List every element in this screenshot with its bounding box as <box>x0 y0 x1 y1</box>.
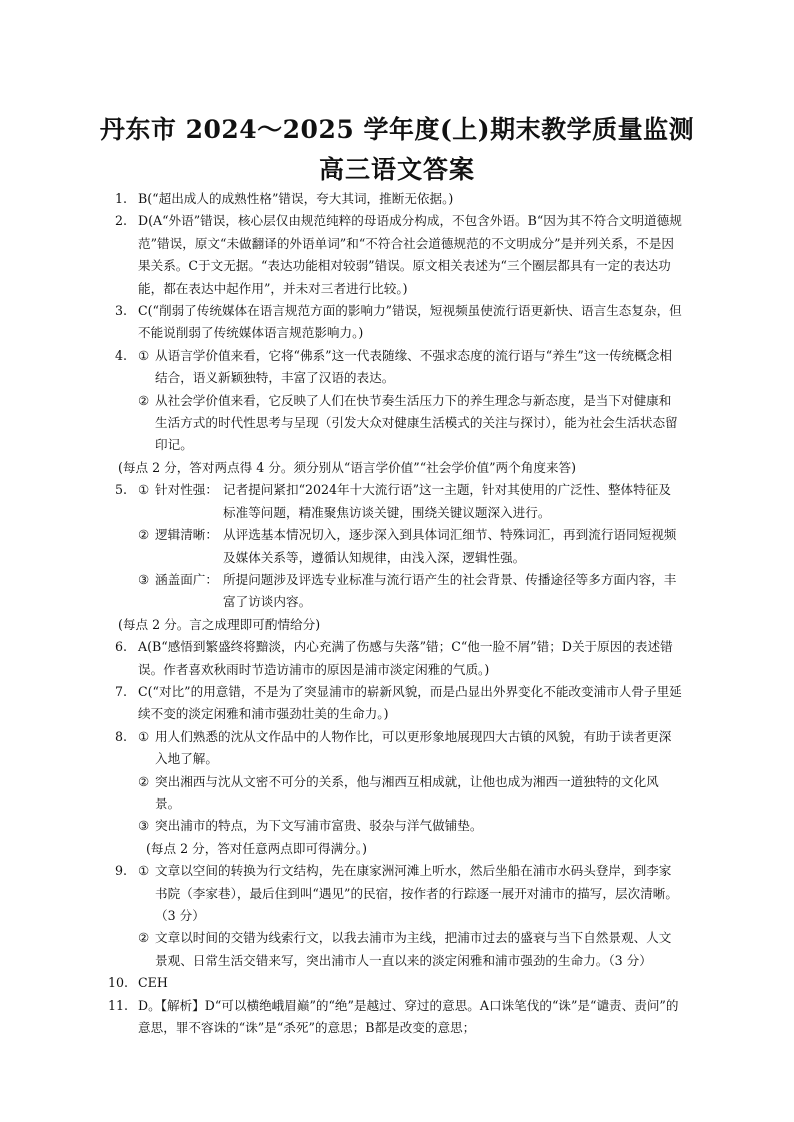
item-number: 8. <box>115 728 128 744</box>
sub-point-text: 从评选基本情况切入，逐步深入到具体词汇细节、特殊词汇，再到流行语同短视频及媒体关系等，遵循认知规律，由浅入深，逻辑性强。 <box>223 527 677 565</box>
item-text: A(B“感悟到繁盛终将黯淡，内心充满了伤感与失落”错；C“他一脸不屑”错；D关于原因的表述错误。作者喜欢秋雨时节造访浦市的原因是浦市淡定闲雅的气质。) <box>138 639 673 677</box>
sub-point-number: ① <box>138 347 150 363</box>
sub-point-text: 文章以时间的交错为线索行文，以我去浦市为主线，把浦市过去的盛衰与当下自然景观、人文景观、日常生活交错来写，突出浦市人一直以来的淡定闲雅和浦市强劲的生命力。（3 分） <box>155 930 672 968</box>
sub-point-number: ① <box>138 482 150 498</box>
item-text: D(A“外语”错误，核心层仅由规范纯粹的母语成分构成，不包含外语。B“因为其不符合文明道德规范”错误，原文“未做翻译的外语单词”和“不符合社会道德规范的不文明成分”是并列关系，不是因果关系。C于文无据。“表达功能相对较弱”错误。原文相关表述为“三个圈层都具有一定的表达功能，都在表达中起作用”，并未对三者进行比较。) <box>138 213 682 296</box>
item-text: D。【解析】D“可以横绝峨眉巅”的“绝”是越过、穿过的意思。A口诛笔伐的“诛”是“谴责、责问”的意思，罪不容诛的“诛”是“杀死”的意思；B都是改变的意思； <box>138 997 679 1036</box>
answer-item-5 <box>115 479 682 636</box>
item-text: B(“超出成人的成熟性格”错误，夸大其词，推断无依据。) <box>138 191 454 206</box>
sub-point <box>138 479 682 524</box>
sub-point-text: 从语言学价值来看，它将“佛系”这一代表随缘、不强求态度的流行语与“养生”这一传统概念相结合，语义新颖独特，丰富了汉语的表达。 <box>155 347 672 386</box>
answer-item-4 <box>115 345 682 479</box>
document-subtitle: 高三语文答案 <box>318 155 475 184</box>
sub-point-number: ① <box>138 863 150 879</box>
sub-point-text: 文章以空间的转换为行文结构，先在康家洲河滩上听水，然后坐船在浦市水码头登岸，到李家书院（李家巷），最后住到叫“遇见”的民宿，按作者的行踪逐一展开对浦市的描写，层次清晰。（3 分） <box>155 863 678 923</box>
sub-point-text: 记者提问紧扣“2024年十大流行语”这一主题，针对其使用的广泛性、整体特征及标准等问题，精准聚焦访谈关键，围绕关键议题深入进行。 <box>223 482 671 520</box>
item-number: 10. <box>108 975 129 991</box>
answer-item-8 <box>115 726 682 860</box>
sub-point-number: ③ <box>138 818 150 834</box>
sub-point-number: ① <box>138 728 150 744</box>
item-number: 7. <box>115 683 128 699</box>
scoring-note: (每点 2 分，答对两点得 4 分。须分别从“语言学价值”“社会学价值”两个角度来答) <box>118 459 577 475</box>
sub-point-lead: 针对性强： <box>155 482 218 498</box>
sub-point <box>138 771 682 816</box>
item-number: 4. <box>115 347 128 363</box>
document-title: 丹东市 2024～2025 学年度(上)期末教学质量监测 <box>99 115 695 144</box>
sub-point-number: ② <box>138 930 150 946</box>
item-number: 6. <box>115 639 128 655</box>
answer-item-9 <box>115 860 682 972</box>
sub-point-text: 所提问题涉及评选专业标准与流行语产生的社会背景、传播途径等多方面内容，丰富了访谈内容。 <box>223 571 677 610</box>
sub-point <box>138 569 682 614</box>
sub-point-lead: 逻辑清晰： <box>155 527 218 543</box>
item-text: C(“削弱了传统媒体在语言规范方面的影响力”错误，短视频虽使流行语更新快、语言生态复杂，但不能说削弱了传统媒体语言规范影响力。) <box>138 303 682 341</box>
answer-item-1 <box>115 188 682 210</box>
scoring-note: (每点 2 分，答对任意两点即可得满分。) <box>146 840 368 856</box>
sub-point-number: ② <box>138 773 150 789</box>
item-number: 9. <box>115 863 128 879</box>
item-text: C(“对比”的用意错，不是为了突显浦市的崭新风貌，而是凸显出外界变化不能改变浦市人骨子里延续不变的淡定闲雅和浦市强劲壮美的生命力。) <box>138 683 682 722</box>
answer-item-11 <box>108 995 682 1040</box>
item-text: CEH <box>138 975 168 991</box>
sub-point-number: ② <box>138 527 150 543</box>
sub-point <box>138 815 682 837</box>
sub-point <box>138 345 682 390</box>
item-number: 3. <box>115 303 128 319</box>
sub-point <box>138 927 682 972</box>
sub-point <box>138 390 682 457</box>
answer-item-6 <box>115 636 682 681</box>
item-number: 11. <box>108 997 129 1013</box>
answer-item-10 <box>108 972 682 994</box>
sub-point-number: ② <box>138 392 150 408</box>
item-number: 2. <box>115 213 128 229</box>
sub-point-text: 突出浦市的特点，为下文写浦市富贵、驳杂与洋气做铺垫。 <box>155 818 483 834</box>
sub-point <box>138 860 682 927</box>
answer-list <box>108 188 682 1039</box>
answer-item-2 <box>115 210 682 300</box>
item-number: 1. <box>115 191 128 206</box>
item-number: 5. <box>115 482 128 498</box>
sub-point-number: ③ <box>138 571 150 587</box>
sub-point-lead: 涵盖面广： <box>155 571 218 587</box>
sub-point-text: 突出湘西与沈从文密不可分的关系，他与湘西互相成就，让他也成为湘西一道独特的文化风景。 <box>155 773 659 811</box>
answer-item-7 <box>115 681 682 726</box>
scoring-note: (每点 2 分。言之成理即可酌情给分) <box>118 616 321 632</box>
sub-point <box>138 726 682 771</box>
sub-point-text: 用人们熟悉的沈从文作品中的人物作比，可以更形象地展现四大古镇的风貌，有助于读者更深入地了解。 <box>155 728 672 767</box>
sub-point <box>138 524 682 569</box>
answer-item-3 <box>115 300 682 345</box>
sub-point-text: 从社会学价值来看，它反映了人们在快节奏生活压力下的养生理念与新态度，是当下对健康和生活方式的时代性思考与呈现（引发大众对健康生活模式的关注与探讨），能为社会生活状态留印记。 <box>155 392 678 453</box>
